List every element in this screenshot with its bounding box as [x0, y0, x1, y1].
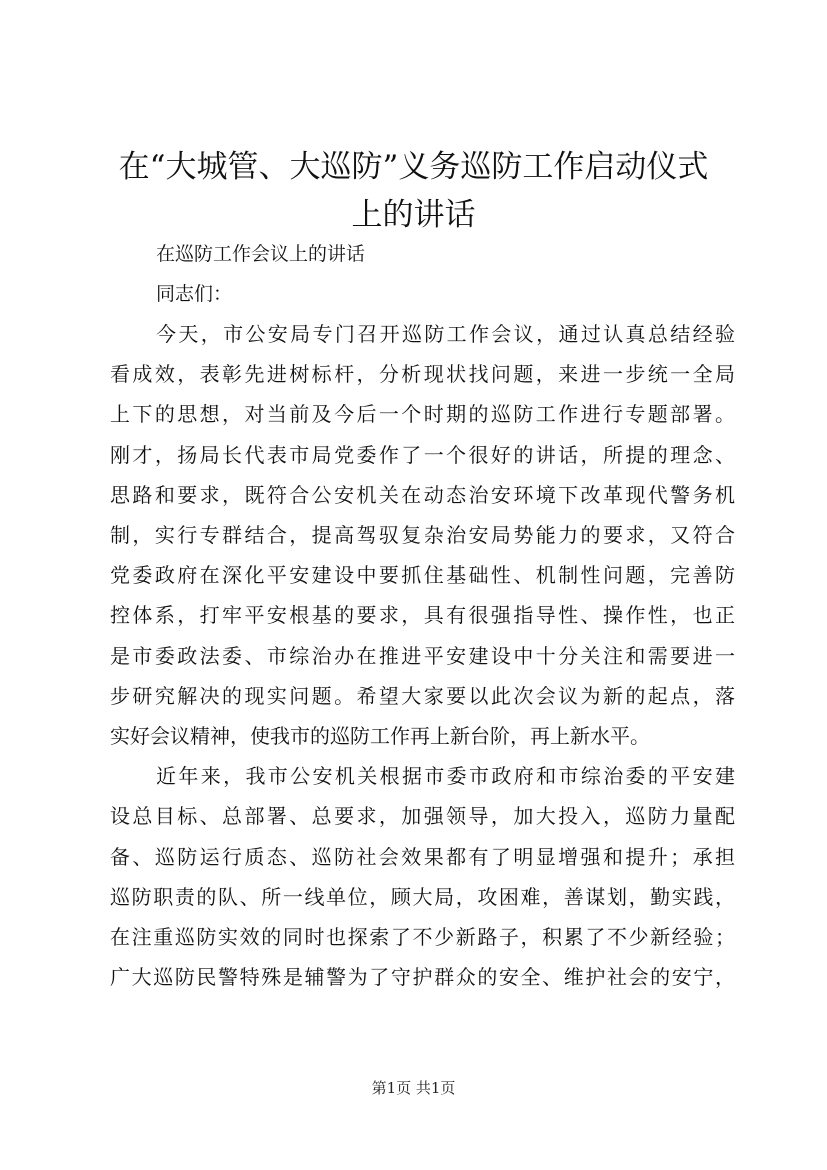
- document-body: [110, 234, 735, 997]
- salutation: 同志们：: [156, 283, 233, 305]
- paragraph-line: 看成效，表彰先进树标杆，分析现状找问题，来进一步统一全局: [110, 362, 735, 387]
- paragraph-line: 制，实行专群结合，提高驾驭复杂治安局势能力的要求，又符合: [110, 523, 735, 548]
- subtitle: 在巡防工作会议上的讲话: [156, 243, 366, 265]
- paragraph-line: 党委政府在深化平安建设中要抓住基础性、机制性问题，完善防: [110, 563, 735, 588]
- paragraph-line: 刚才，扬局长代表市局党委作了一个很好的讲话，所提的理念、: [110, 442, 735, 467]
- paragraph-line: 巡防职责的队、所一线单位，顾大局，攻困难，善谋划，勤实践，: [110, 884, 735, 909]
- paragraph-line: 思路和要求，既符合公安机关在动态治安环境下改革现代警务机: [110, 482, 735, 507]
- paragraph-1: [110, 314, 735, 756]
- paragraph-line: 设总目标、总部署、总要求，加强领导，加大投入，巡防力量配: [110, 804, 735, 829]
- paragraph-2: [110, 756, 735, 997]
- paragraph-line: 近年来，我市公安机关根据市委市政府和市综治委的平安建: [156, 764, 735, 789]
- paragraph-line: 实好会议精神，使我市的巡防工作再上新台阶，再上新水平。: [110, 724, 650, 749]
- paragraph-line: 上下的思想，对当前及今后一个时期的巡防工作进行专题部署。: [110, 402, 735, 427]
- title-line-1: 在“大城管、大巡防”义务巡防工作启动仪式: [118, 149, 709, 185]
- page-number-footer: 第1页 共1页: [371, 1079, 456, 1097]
- paragraph-line: 步研究解决的现实问题。希望大家要以此次会议为新的起点，落: [110, 683, 735, 708]
- paragraph-line: 广大巡防民警特殊是辅警为了守护群众的安全、维护社会的安宁，: [110, 965, 735, 990]
- paragraph-line: 今天，市公安局专门召开巡防工作会议，通过认真总结经验: [156, 322, 735, 346]
- title-line-2: 上的讲话: [351, 197, 476, 233]
- document-title: [90, 143, 737, 239]
- paragraph-line: 是市委政法委、市综治办在推进平安建设中十分关注和需要进一: [110, 643, 735, 668]
- paragraph-line: 备、巡防运行质态、巡防社会效果都有了明显增强和提升；承担: [110, 844, 735, 869]
- paragraph-line: 在注重巡防实效的同时也探索了不少新路子，积累了不少新经验；: [110, 925, 735, 950]
- paragraph-line: 控体系，打牢平安根基的要求，具有很强指导性、操作性，也正: [110, 603, 735, 628]
